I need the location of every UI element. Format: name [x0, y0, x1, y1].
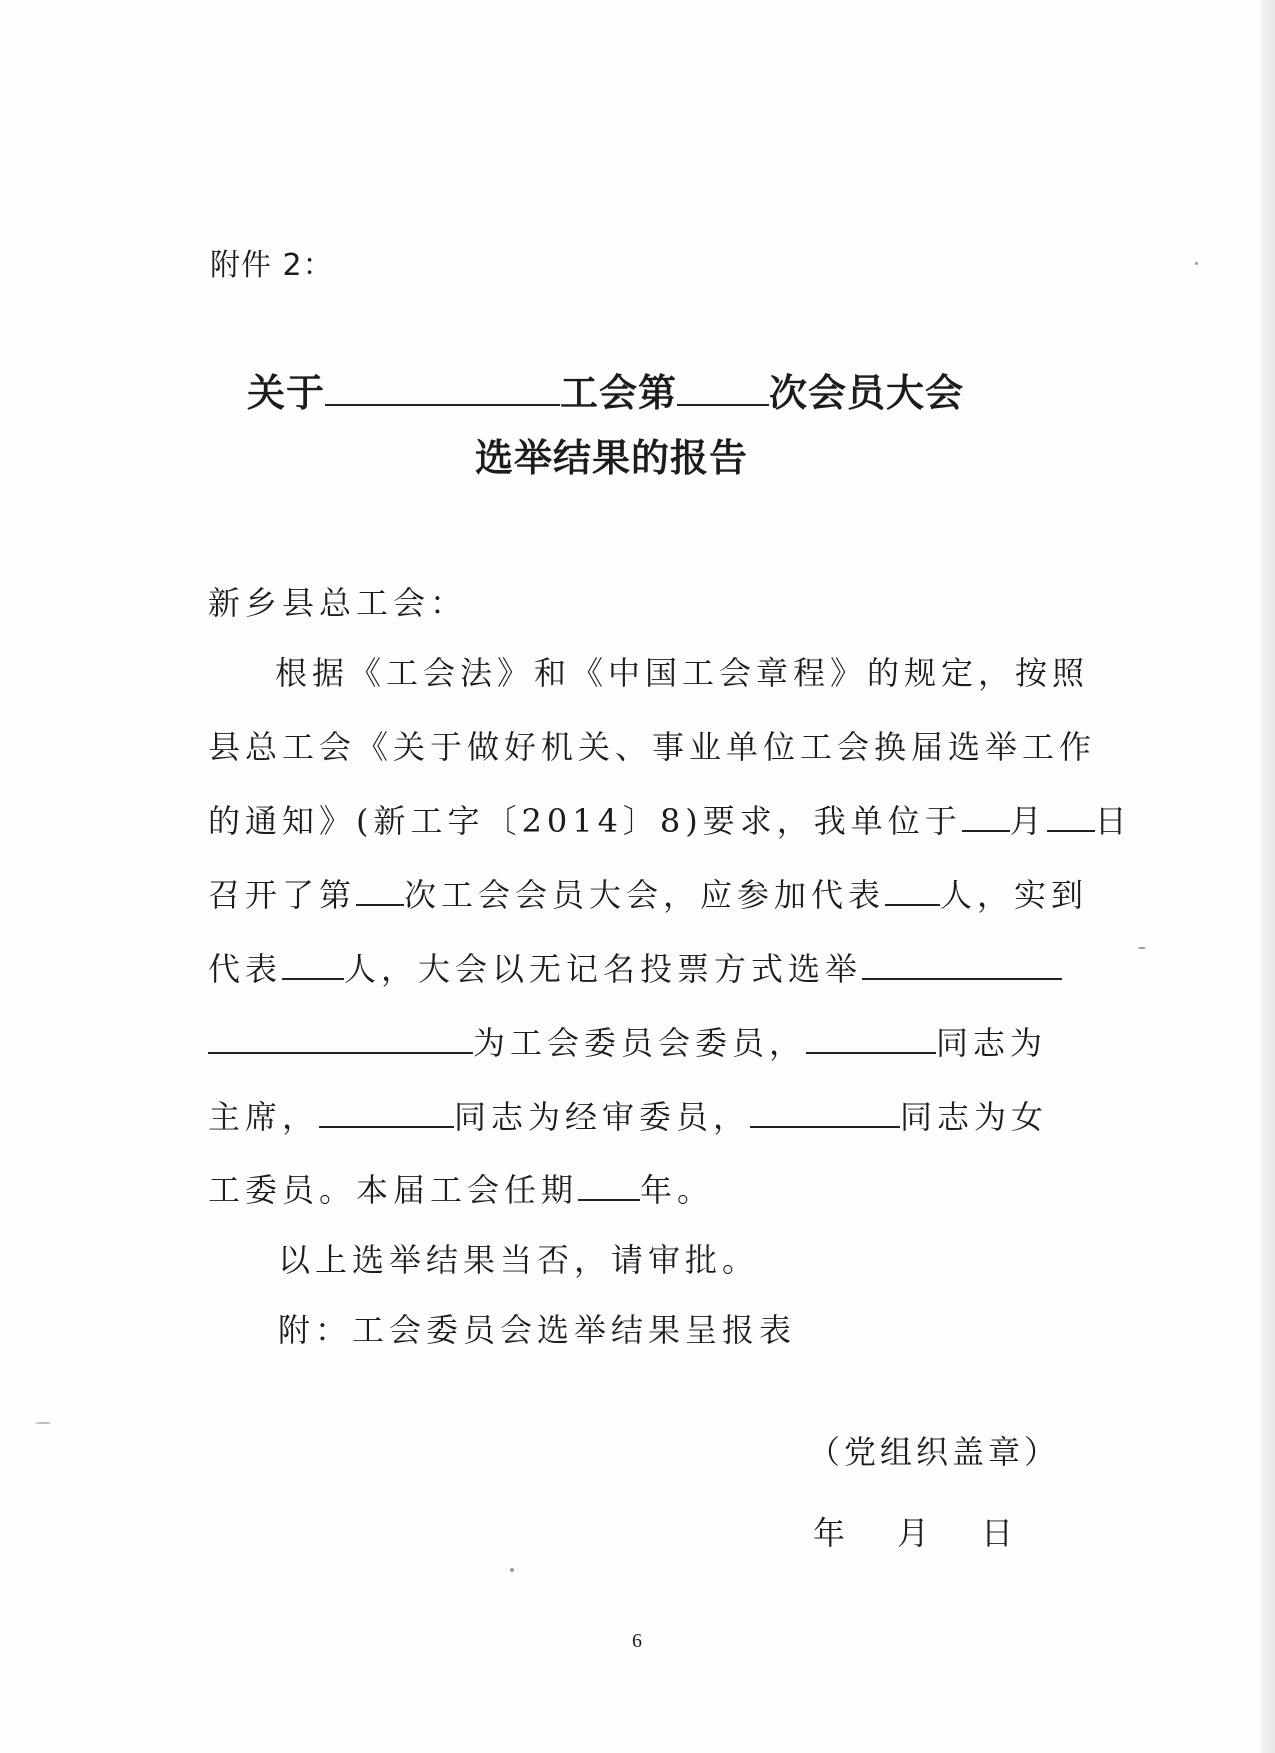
attachment-note: 附：工会委员会选举结果呈报表 — [278, 1311, 797, 1349]
body-line-5 — [208, 944, 1062, 990]
blank-month — [962, 798, 1010, 832]
body-line-4-c: 人，实到 — [940, 876, 1089, 914]
body-line-8-a: 工委员。本届工会任期 — [208, 1171, 579, 1209]
title-blank-union-name — [325, 366, 560, 406]
body-line-7 — [208, 1092, 1048, 1138]
body-line-7-b: 同志为经审委员， — [454, 1098, 751, 1136]
date-year: 年 — [813, 1514, 846, 1552]
blank-day — [1047, 798, 1095, 832]
title-part-1: 关于 — [247, 370, 326, 415]
body-line-3-a: 的通知》(新工字〔2014〕8)要求，我单位于 — [208, 802, 962, 840]
attachment-label: 附件 2： — [210, 248, 334, 283]
scan-speck — [1138, 947, 1146, 949]
body-line-4-a: 召开了第 — [208, 876, 357, 914]
body-line-8 — [208, 1165, 714, 1211]
scan-speck — [35, 1422, 51, 1424]
body-line-9: 以上选举结果当否，请审批。 — [278, 1241, 760, 1279]
blank-actual-delegates — [282, 946, 344, 980]
body-line-3-b: 月 — [1009, 802, 1047, 840]
signature-date — [813, 1508, 1013, 1554]
salutation: 新乡县总工会： — [208, 584, 468, 622]
party-seal-note: （党组织盖章） — [808, 1433, 1061, 1471]
scan-edge — [1261, 0, 1275, 1753]
title-part-3: 次会员大会 — [769, 370, 965, 415]
blank-expected-delegates — [885, 872, 940, 906]
blank-term-years — [578, 1167, 640, 1201]
blank-elected-members-2 — [208, 1020, 473, 1054]
body-line-3 — [208, 796, 1132, 842]
scan-speck — [510, 1568, 514, 1572]
title-line-1 — [247, 362, 964, 417]
body-line-5-b: 人，大会以无记名投票方式选举 — [344, 950, 863, 988]
page-number: 6 — [632, 1630, 642, 1652]
body-line-3-c: 日 — [1094, 802, 1132, 840]
body-line-4 — [208, 870, 1088, 916]
body-line-6 — [208, 1018, 1047, 1064]
title-line-2: 选举结果的报告 — [475, 435, 749, 480]
blank-chairman — [806, 1020, 936, 1054]
body-line-4-b: 次工会会员大会，应参加代表 — [404, 876, 886, 914]
title-blank-session — [677, 366, 769, 406]
body-line-6-a: 为工会委员会委员， — [473, 1024, 807, 1062]
body-line-1: 根据《工会法》和《中国工会章程》的规定，按照 — [275, 654, 1090, 692]
body-line-5-a: 代表 — [208, 950, 283, 988]
blank-audit-member — [319, 1094, 454, 1128]
date-month: 月 — [897, 1514, 930, 1552]
body-line-8-b: 年。 — [640, 1171, 715, 1209]
date-day: 日 — [981, 1514, 1014, 1552]
blank-women-member — [750, 1094, 900, 1128]
title-part-2: 工会第 — [560, 370, 678, 415]
blank-session-number — [356, 872, 404, 906]
blank-elected-members-1 — [862, 946, 1062, 980]
body-line-2: 县总工会《关于做好机关、事业单位工会换届选举工作 — [208, 728, 1097, 766]
body-line-7-c: 同志为女 — [900, 1098, 1049, 1136]
scan-speck — [1195, 262, 1198, 265]
body-line-7-a: 主席， — [208, 1098, 320, 1136]
body-line-6-b: 同志为 — [936, 1024, 1048, 1062]
